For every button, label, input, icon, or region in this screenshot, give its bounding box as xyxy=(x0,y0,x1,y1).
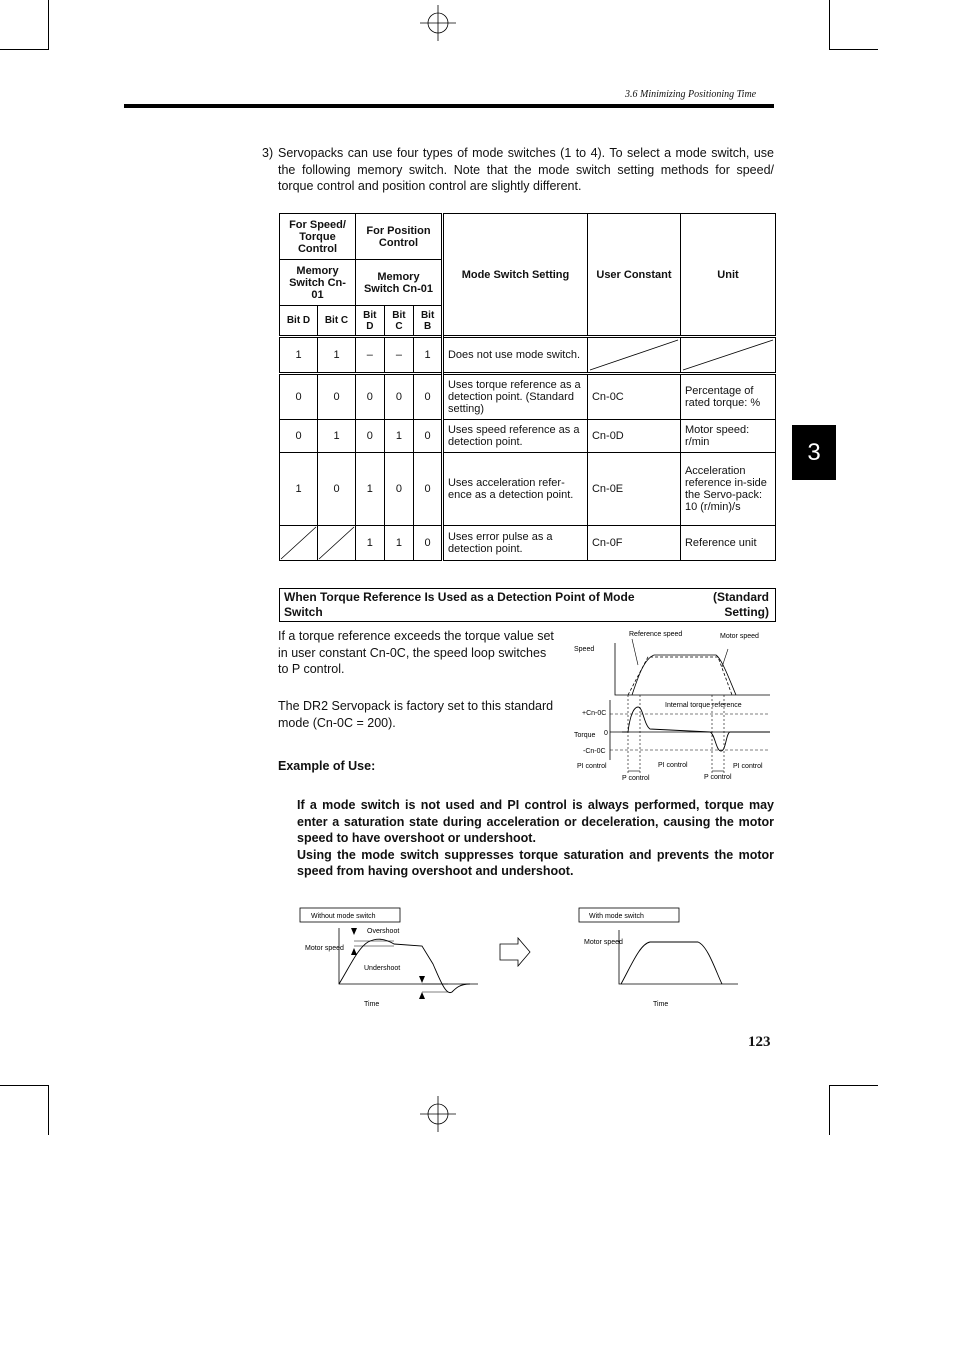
minus-cn-label: -Cn-0C xyxy=(583,748,606,755)
table-cell: 1 xyxy=(318,337,356,374)
time-axis-label: Time xyxy=(653,1001,669,1008)
constant-cell: Cn-0E xyxy=(587,453,680,526)
empty-slash-cell xyxy=(318,526,356,561)
unit-cell: Motor speed: r/min xyxy=(680,420,775,453)
list-number: 3) xyxy=(262,146,274,160)
registration-mark xyxy=(420,1096,456,1132)
page-number: 123 xyxy=(748,1034,771,1050)
motor-speed-label: Motor speed xyxy=(305,945,344,952)
p-control-label: P control xyxy=(704,774,732,781)
setting-cell: Uses error pulse as a detection point. xyxy=(442,526,587,561)
setting-cell: Uses torque reference as a detection point. (Standard setting) xyxy=(442,374,587,420)
bold-paragraph-text: If a mode switch is not used and PI control is always performed, torque may enter a saturation state during acceleration or deceleration, causing the motor speed to have overshoot or undershoot. xyxy=(297,798,774,845)
chapter-tab: 3 xyxy=(792,425,836,480)
p-control-label: P control xyxy=(622,775,650,782)
table-cell: 0 xyxy=(318,374,356,420)
constant-cell: Cn-0D xyxy=(587,420,680,453)
reference-speed-label: Reference speed xyxy=(629,631,683,638)
table-cell: 0 xyxy=(356,420,385,453)
internal-torque-label: Internal torque reference xyxy=(665,702,742,709)
header-speed-torque: For Speed/ Torque Control xyxy=(280,214,356,260)
header-unit: Unit xyxy=(680,214,775,337)
mode-switch-table xyxy=(279,213,776,561)
table-cell: 0 xyxy=(318,453,356,526)
motor-speed-label: Motor speed xyxy=(720,633,759,640)
crop-mark xyxy=(829,1085,830,1135)
header-mode-switch-setting: Mode Switch Setting xyxy=(442,214,587,337)
table-row xyxy=(280,453,776,526)
empty-slash-cell xyxy=(587,337,680,374)
bit-header: Bit B xyxy=(414,306,443,337)
bit-header: Bit D xyxy=(356,306,385,337)
registration-mark xyxy=(420,5,456,41)
unit-cell: Percentage of rated torque: % xyxy=(680,374,775,420)
section-box xyxy=(279,588,776,622)
torque-axis-label: Torque xyxy=(574,732,596,739)
constant-cell: Cn-0F xyxy=(587,526,680,561)
bit-header: Bit C xyxy=(318,306,356,337)
crop-mark xyxy=(829,1085,878,1086)
section-box-title: When Torque Reference Is Used as a Detection Point of Mode Switch xyxy=(284,590,635,619)
table-cell: 1 xyxy=(384,526,414,561)
overshoot-label: Overshoot xyxy=(367,928,400,935)
speed-axis-label: Speed xyxy=(574,646,595,653)
table-cell: 1 xyxy=(318,420,356,453)
table-cell: 1 xyxy=(280,337,318,374)
bit-header: Bit D xyxy=(280,306,318,337)
header-memory-switch: Memory Switch Cn-01 xyxy=(280,260,356,306)
table-row xyxy=(280,526,776,561)
table-cell: 1 xyxy=(414,337,443,374)
overshoot-comparison-diagram xyxy=(298,904,758,1014)
with-mode-switch-label: With mode switch xyxy=(589,913,644,920)
table-cell: 1 xyxy=(356,453,385,526)
empty-slash-cell xyxy=(280,526,318,561)
unit-cell: Acceleration reference in-side the Servo-pack: 10 (r/min)/s xyxy=(680,453,775,526)
crop-mark xyxy=(829,49,878,50)
speed-torque-diagram xyxy=(570,625,776,785)
header-user-constant: User Constant xyxy=(587,214,680,337)
crop-mark xyxy=(0,1085,49,1086)
undershoot-label: Undershoot xyxy=(364,965,401,972)
crop-mark xyxy=(829,0,830,50)
table-cell: 0 xyxy=(414,453,443,526)
intro-text: Servopacks can use four types of mode switches (1 to 4). To select a mode switch, use the following memory switch. Note that the mode switch setting methods for speed/ torque control and position control are slightly different. xyxy=(278,146,774,193)
without-mode-switch-label: Without mode switch xyxy=(311,913,376,920)
header-rule xyxy=(124,104,774,108)
table-row xyxy=(280,374,776,420)
setting-cell: Uses speed reference as a detection point. xyxy=(442,420,587,453)
table-cell: 1 xyxy=(356,526,385,561)
time-axis-label: Time xyxy=(364,1001,380,1008)
header-memory-switch: Memory Switch Cn-01 xyxy=(356,260,443,306)
table-cell: 0 xyxy=(280,374,318,420)
table-cell: 0 xyxy=(414,374,443,420)
unit-cell: Reference unit xyxy=(680,526,775,561)
crop-mark xyxy=(48,1085,49,1135)
paragraph: If a torque reference exceeds the torque value set in user constant Cn-0C, the speed loop switches to P control. xyxy=(278,629,554,676)
pi-control-label: PI control xyxy=(577,763,607,770)
example-heading: Example of Use: xyxy=(278,759,376,773)
running-header: 3.6 Minimizing Positioning Time xyxy=(625,89,757,100)
table-cell: – xyxy=(384,337,414,374)
table-cell: 0 xyxy=(384,374,414,420)
pi-control-label: PI control xyxy=(658,762,688,769)
table-cell: 1 xyxy=(384,420,414,453)
table-cell: 0 xyxy=(280,420,318,453)
paragraph: The DR2 Servopack is factory set to this standard mode (Cn-0C = 200). xyxy=(278,699,554,730)
plus-cn-label: +Cn-0C xyxy=(582,710,607,717)
section-box-note: (Standard Setting) xyxy=(712,590,769,619)
crop-mark xyxy=(0,49,49,50)
table-row xyxy=(280,337,776,374)
empty-slash-cell xyxy=(680,337,775,374)
table-cell: 0 xyxy=(414,420,443,453)
table-cell: 0 xyxy=(384,453,414,526)
intro-paragraph xyxy=(262,145,774,195)
table-cell: 0 xyxy=(356,374,385,420)
table-cell: 0 xyxy=(414,526,443,561)
bit-header: Bit C xyxy=(384,306,414,337)
constant-cell: Cn-0C xyxy=(587,374,680,420)
crop-mark xyxy=(48,0,49,50)
setting-cell: Uses acceleration refer-ence as a detection point. xyxy=(442,453,587,526)
table-row xyxy=(280,420,776,453)
table-cell: 1 xyxy=(280,453,318,526)
setting-cell: Does not use mode switch. xyxy=(442,337,587,374)
header-position: For Position Control xyxy=(356,214,443,260)
pi-control-label: PI control xyxy=(733,763,763,770)
motor-speed-label: Motor speed xyxy=(584,939,623,946)
bold-paragraph xyxy=(297,797,774,880)
table-cell: – xyxy=(356,337,385,374)
bold-paragraph-text: Using the mode switch suppresses torque saturation and prevents the motor speed from having overshoot and undershoot. xyxy=(297,847,774,878)
zero-label: 0 xyxy=(604,730,608,737)
